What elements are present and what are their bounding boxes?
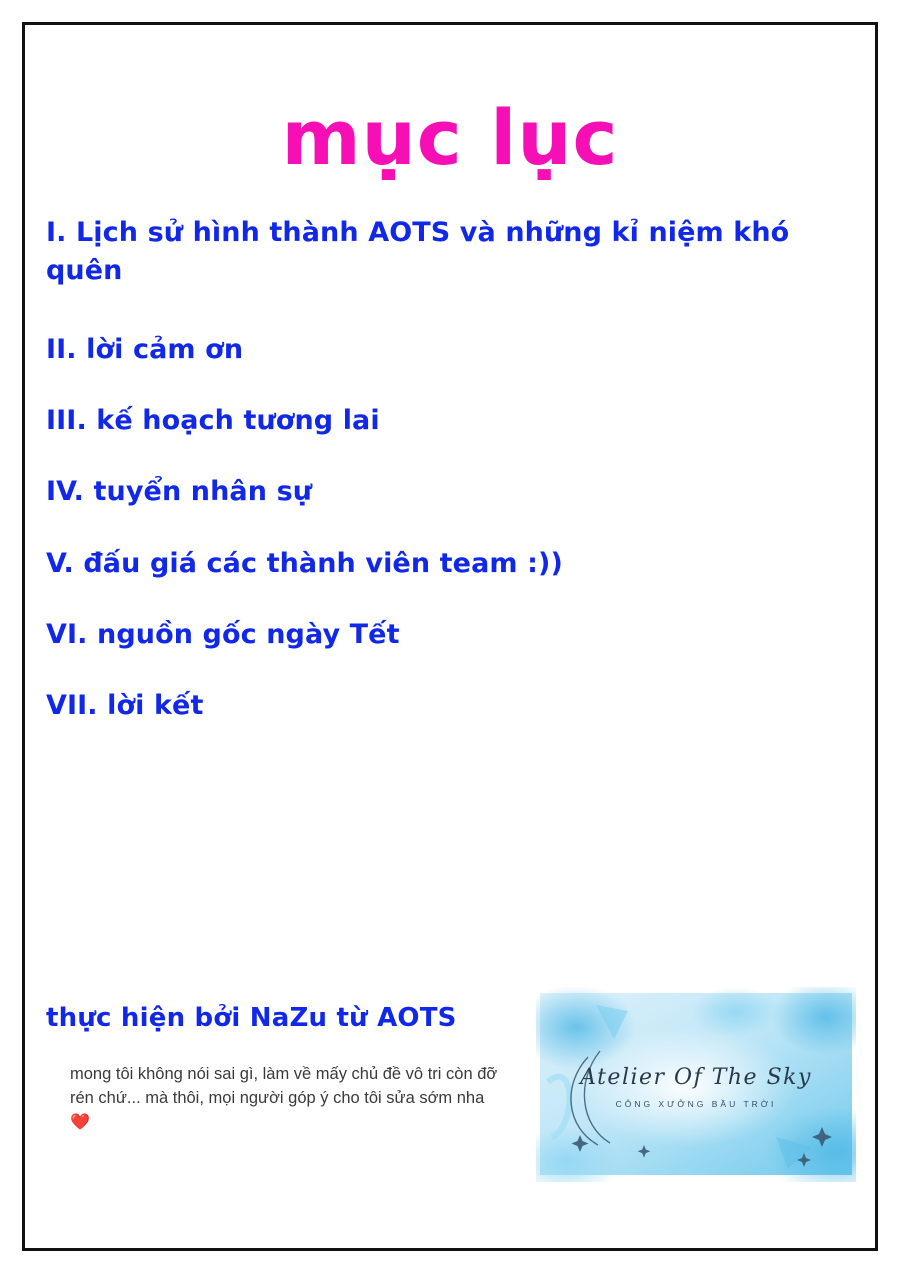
list-item: VII. lời kết: [46, 690, 204, 722]
heart-icon: ❤️: [70, 1113, 90, 1131]
table-of-contents: [46, 214, 856, 726]
list-item: V. đấu giá các thành viên team :)): [46, 547, 563, 579]
author-note-text: mong tôi không nói sai gì, làm về mấy chủ đề vô tri còn đỡ rén chứ... mà thôi, mọi người góp ý cho tôi sửa sớm nha: [70, 1065, 498, 1107]
list-item: I. Lịch sử hình thành AOTS và những kỉ niệm khó quên: [46, 217, 790, 287]
list-item: IV. tuyển nhân sự: [46, 476, 313, 508]
list-item: VI. nguồn gốc ngày Tết: [46, 618, 400, 650]
author-credit: thực hiện bởi NaZu từ AOTS: [46, 1003, 457, 1033]
page-content: [44, 44, 856, 1229]
author-note: [70, 1063, 500, 1135]
page-title: mục lục: [281, 93, 619, 182]
footer: [44, 987, 856, 1217]
list-item: II. lời cảm ơn: [46, 333, 244, 365]
logo-subtitle: CÔNG XƯỞNG BẦU TRỜI: [615, 1099, 777, 1109]
list-item: III. kế hoạch tương lai: [46, 404, 380, 436]
logo-banner: [536, 987, 856, 1182]
logo-name: Atelier Of The Sky: [580, 1065, 812, 1090]
